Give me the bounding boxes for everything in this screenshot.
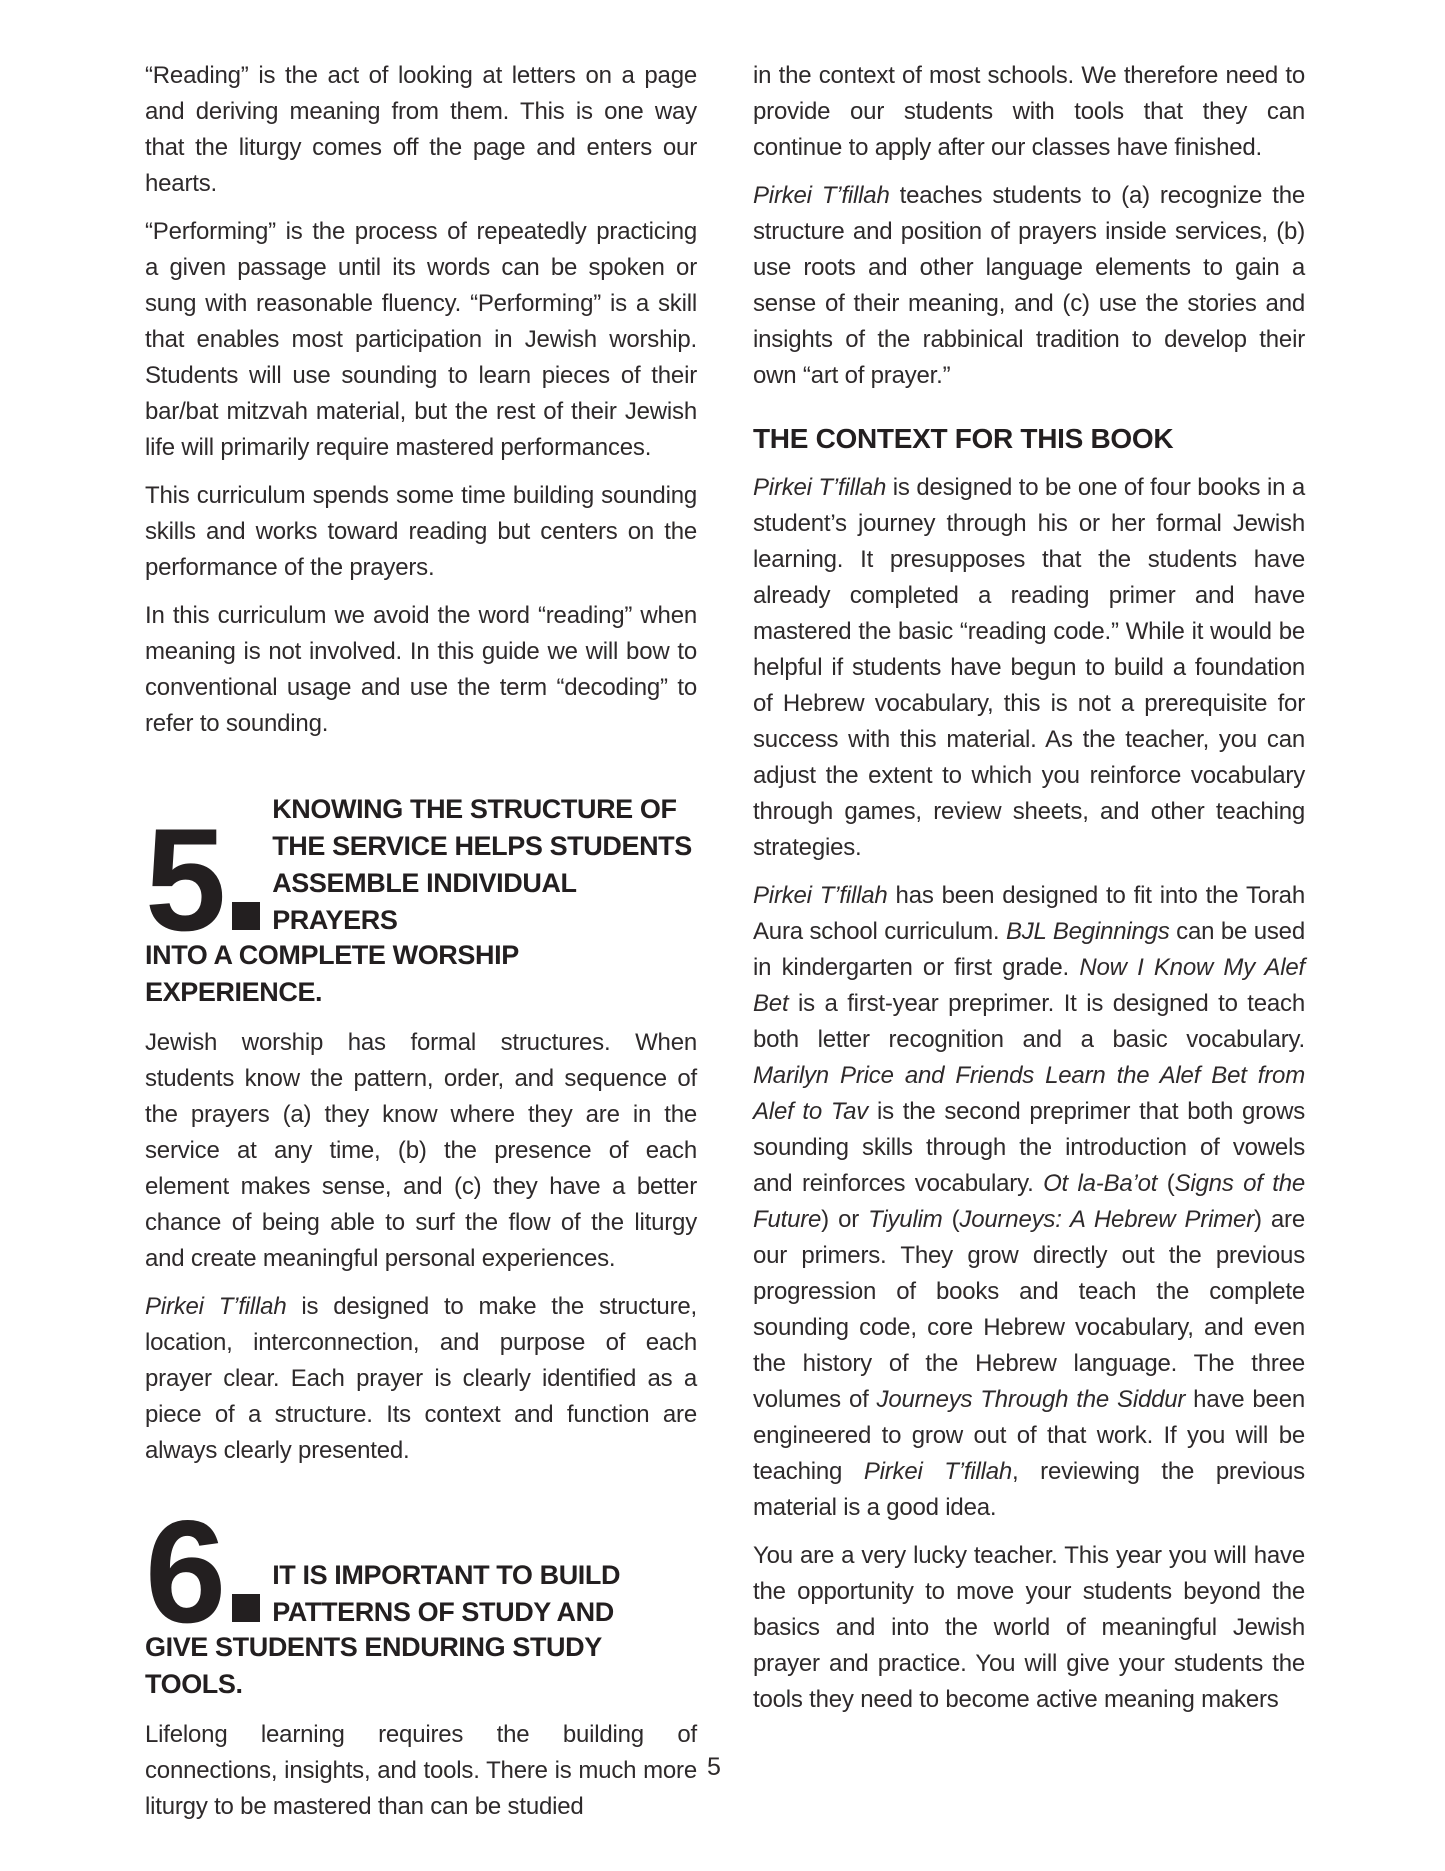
section-5-paragraphs xyxy=(145,1025,697,1469)
text-run: Journeys Through the Siddur xyxy=(876,1386,1186,1413)
text-run: Pirkei T’fillah xyxy=(753,882,888,909)
text-run: “Performing” is the process of repeatedly practicing a given passage until its words can be spoken or sung with reasonable fluency. “Performing” is a skill that enables most participation in Jewish worship. Students will use sounding to learn pieces of their bar/bat mitzvah material, but the rest of their Jewish life will primarily require mastered performances. xyxy=(145,218,697,461)
section-5-heading-row xyxy=(145,786,697,962)
text-run: Pirkei T’fillah xyxy=(753,474,887,501)
text-run: is designed to be one of four books in a student’s journey through his or her formal Jewish learning. It presupposes that the students have already completed a reading primer and have mastered the basic “reading code.” While it would be helpful if students have begun to build a foundation of Hebrew vocabulary, this is not a prerequisite for success with this material. As the teacher, you can adjust the extent to which you reinforce vocabulary through games, review sheets, and other teaching strategies. xyxy=(753,474,1305,861)
left-column xyxy=(145,58,697,1837)
section-6-title-below-lines: GIVE STUDENTS ENDURING STUDY TOOLS. xyxy=(145,1631,602,1699)
section-6-heading-row xyxy=(145,1490,697,1653)
two-column-layout xyxy=(145,58,1305,1837)
right-top-paragraphs xyxy=(753,58,1305,394)
text-run: has been designed to fit into the Torah Aura school curriculum. xyxy=(753,882,1305,945)
text-run: is designed to make the structure, location, interconnection, and purpose of each prayer clear. Each prayer is clearly identified as a piece of a structure. Its context and function are always clearly presented. xyxy=(145,1293,697,1464)
text-run: Jewish worship has formal structures. When students know the pattern, order, and sequence of the prayers (a) they know where they are in the service at any time, (b) the presence of each element makes sense, and (c) they have a better chance of being able to surf the flow of the liturgy and create meaningful personal experiences. xyxy=(145,1029,697,1272)
text-run: Journeys: A Hebrew Primer xyxy=(959,1206,1254,1233)
text-run: can be used in kindergarten or first grade. xyxy=(753,918,1305,981)
text-run: Signs of the Future xyxy=(753,1170,1305,1233)
section-5-number: 5 xyxy=(145,798,224,962)
section-6-heading xyxy=(145,1490,697,1703)
text-run: Now I Know My Alef Bet xyxy=(753,954,1305,1017)
context-section-heading: THE CONTEXT FOR THIS BOOK xyxy=(753,423,1174,454)
section-6-number: 6 xyxy=(145,1490,224,1653)
section-5-title-side-lines: KNOWING THE STRUCTURE OF THE SERVICE HELPS STUDENTS ASSEMBLE INDIVIDUAL PRAYERS xyxy=(272,794,692,935)
paragraph xyxy=(145,1717,697,1825)
text-run: You are a very lucky teacher. This year you will have the opportunity to move your students beyond the basics and into the world of meaningful Jewish prayer and practice. You will give your students the tools they need to become active meaning makers xyxy=(753,1542,1305,1713)
section-5-title-below-lines: INTO A COMPLETE WORSHIP EXPERIENCE. xyxy=(145,940,519,1007)
text-run: Ot la-Ba’ot xyxy=(1043,1170,1158,1197)
paragraph xyxy=(145,58,697,202)
right-body-paragraphs xyxy=(753,470,1305,1718)
text-run: Pirkei T’fillah xyxy=(863,1458,1013,1485)
text-run: Pirkei T’fillah xyxy=(145,1293,287,1320)
text-run: have been engineered to grow out of that work. If you will be teaching xyxy=(753,1386,1305,1485)
text-run: “Reading” is the act of looking at letters on a page and deriving meaning from them. This is one way that the liturgy comes off the page and enters our hearts. xyxy=(145,62,697,197)
paragraph xyxy=(753,178,1305,394)
paragraph xyxy=(753,878,1305,1526)
text-run: ( xyxy=(942,1206,960,1233)
section-6-numeral-block xyxy=(145,1490,260,1653)
text-run: , reviewing the previous material is a good idea. xyxy=(753,1458,1305,1521)
text-run: ) are our primers. They grow directly out the previous progression of books and teach the complete sounding code, core Hebrew vocabulary, and even the history of the Hebrew language. The three volumes of xyxy=(753,1206,1305,1413)
text-run: ) or xyxy=(821,1206,869,1233)
text-run: In this curriculum we avoid the word “reading” when meaning is not involved. In this guide we will bow to conventional usage and use the term “decoding” to refer to sounding. xyxy=(145,602,697,737)
text-run: is a first-year preprimer. It is designed to teach both letter recognition and a basic vocabulary. xyxy=(753,990,1305,1053)
text-run: in the context of most schools. We therefore need to provide our students with tools that they can continue to apply after our classes have finished. xyxy=(753,62,1305,161)
paragraph xyxy=(145,1025,697,1277)
black-square-icon xyxy=(232,902,260,930)
paragraph xyxy=(753,470,1305,866)
text-run: Lifelong learning requires the building of connections, insights, and tools. There is much more liturgy to be mastered than can be studied xyxy=(145,1720,697,1820)
text-run: Tiyulim xyxy=(868,1206,943,1233)
text-run: This curriculum spends some time building sounding skills and works toward reading but centers on the performance of the prayers. xyxy=(145,482,697,581)
paragraph xyxy=(753,58,1305,166)
text-run: BJL Beginnings xyxy=(1005,918,1170,945)
section-6-title-side-lines: IT IS IMPORTANT TO BUILD PATTERNS OF STUDY AND xyxy=(272,1559,621,1627)
section-5-heading xyxy=(145,786,697,1011)
section-5-numeral-block xyxy=(145,798,260,962)
page-number: 5 xyxy=(707,1753,721,1781)
paragraph xyxy=(145,214,697,466)
text-run: teaches students to (a) recognize the structure and position of prayers inside services, (b) use roots and other language elements to gain a sense of their meaning, and (c) use the stories and insights of the rabbinical tradition to develop their own “art of prayer.” xyxy=(753,182,1305,389)
text-run: Pirkei T’fillah xyxy=(753,182,890,209)
paragraph xyxy=(145,1289,697,1469)
text-run: is the second preprimer that both grows sounding skills through the introduction of vowels and reinforces vocabulary. xyxy=(753,1098,1306,1197)
text-run: Marilyn Price and Friends Learn the Alef Bet from Alef to Tav xyxy=(753,1062,1305,1125)
section-6-paragraphs xyxy=(145,1717,697,1825)
paragraph xyxy=(145,598,697,742)
left-top-paragraphs xyxy=(145,58,697,742)
paragraph xyxy=(145,478,697,586)
black-square-icon xyxy=(232,1594,260,1622)
right-column xyxy=(753,58,1305,1837)
text-run: ( xyxy=(1157,1170,1175,1197)
paragraph xyxy=(753,1538,1305,1718)
